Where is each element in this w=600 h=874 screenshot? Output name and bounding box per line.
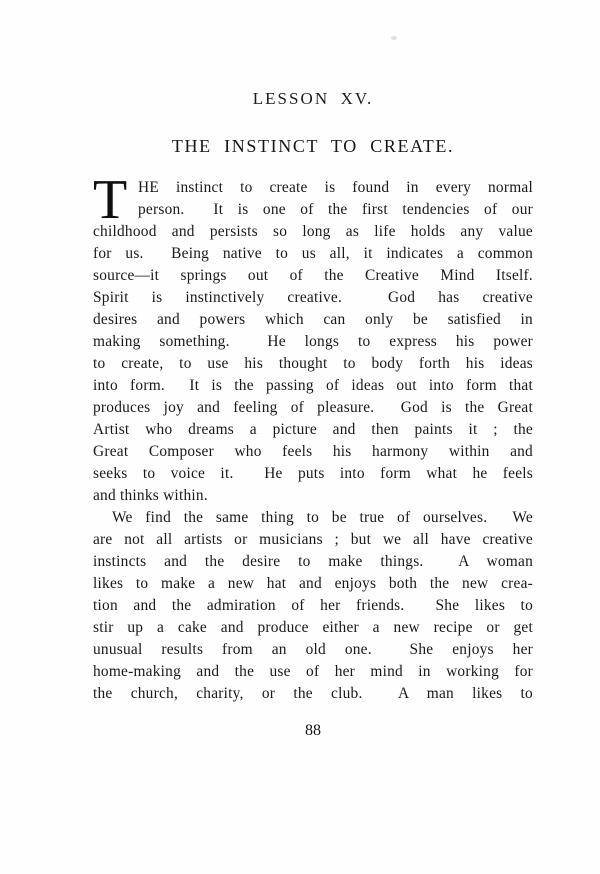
text-line: tion and the admiration of her friends. She likes to [93, 597, 533, 614]
text-line: making something. He longs to express his power [93, 333, 533, 350]
text-line: desires and powers which can only be satisfied in [93, 311, 533, 328]
text-line: HE instinct to create is found in every normal [138, 179, 533, 196]
text-line: to create, to use his thought to body forth his ideas [93, 355, 533, 372]
text-line: Great Composer who feels his harmony within and [93, 443, 533, 460]
text-line: seeks to voice it. He puts into form what he feels [93, 465, 533, 482]
paragraph-1 [93, 169, 533, 507]
drop-cap: T [93, 169, 128, 231]
text-line: childhood and persists so long as life holds any value [93, 223, 533, 240]
text-line: Spirit is instinctively creative. God has creative [93, 289, 533, 306]
text-line: into form. It is the passing of ideas out into form that [93, 377, 533, 394]
text-line: are not all artists or musicians ; but we all have creative [93, 531, 533, 548]
text-line: the church, charity, or the club. A man likes to [93, 685, 533, 702]
paragraph-2 [93, 507, 533, 705]
text-line: We find the same thing to be true of ourselves. We [112, 509, 533, 526]
page-number: 88 [305, 722, 321, 739]
chapter-title: THE INSTINCT TO CREATE. [171, 136, 455, 156]
text-line: for us. Being native to us all, it indicates a common [93, 245, 533, 262]
text-line: and thinks within. [93, 487, 208, 504]
lesson-heading: LESSON XV. [252, 89, 374, 108]
text-block [93, 0, 533, 742]
text-line: person. It is one of the first tendencies of our [138, 201, 533, 218]
text-line: Artist who dreams a picture and then paints it ; the [93, 421, 533, 438]
text-line: unusual results from an old one. She enjoys her [93, 641, 533, 658]
text-line: instincts and the desire to make things. A woman [93, 553, 533, 570]
text-line: home-making and the use of her mind in working for [93, 663, 533, 680]
text-line: source—it springs out of the Creative Mind Itself. [93, 267, 533, 284]
text-line: produces joy and feeling of pleasure. God is the Great [93, 399, 533, 416]
text-line: likes to make a new hat and enjoys both the new crea- [93, 575, 533, 592]
text-line: stir up a cake and produce either a new recipe or get [93, 619, 533, 636]
